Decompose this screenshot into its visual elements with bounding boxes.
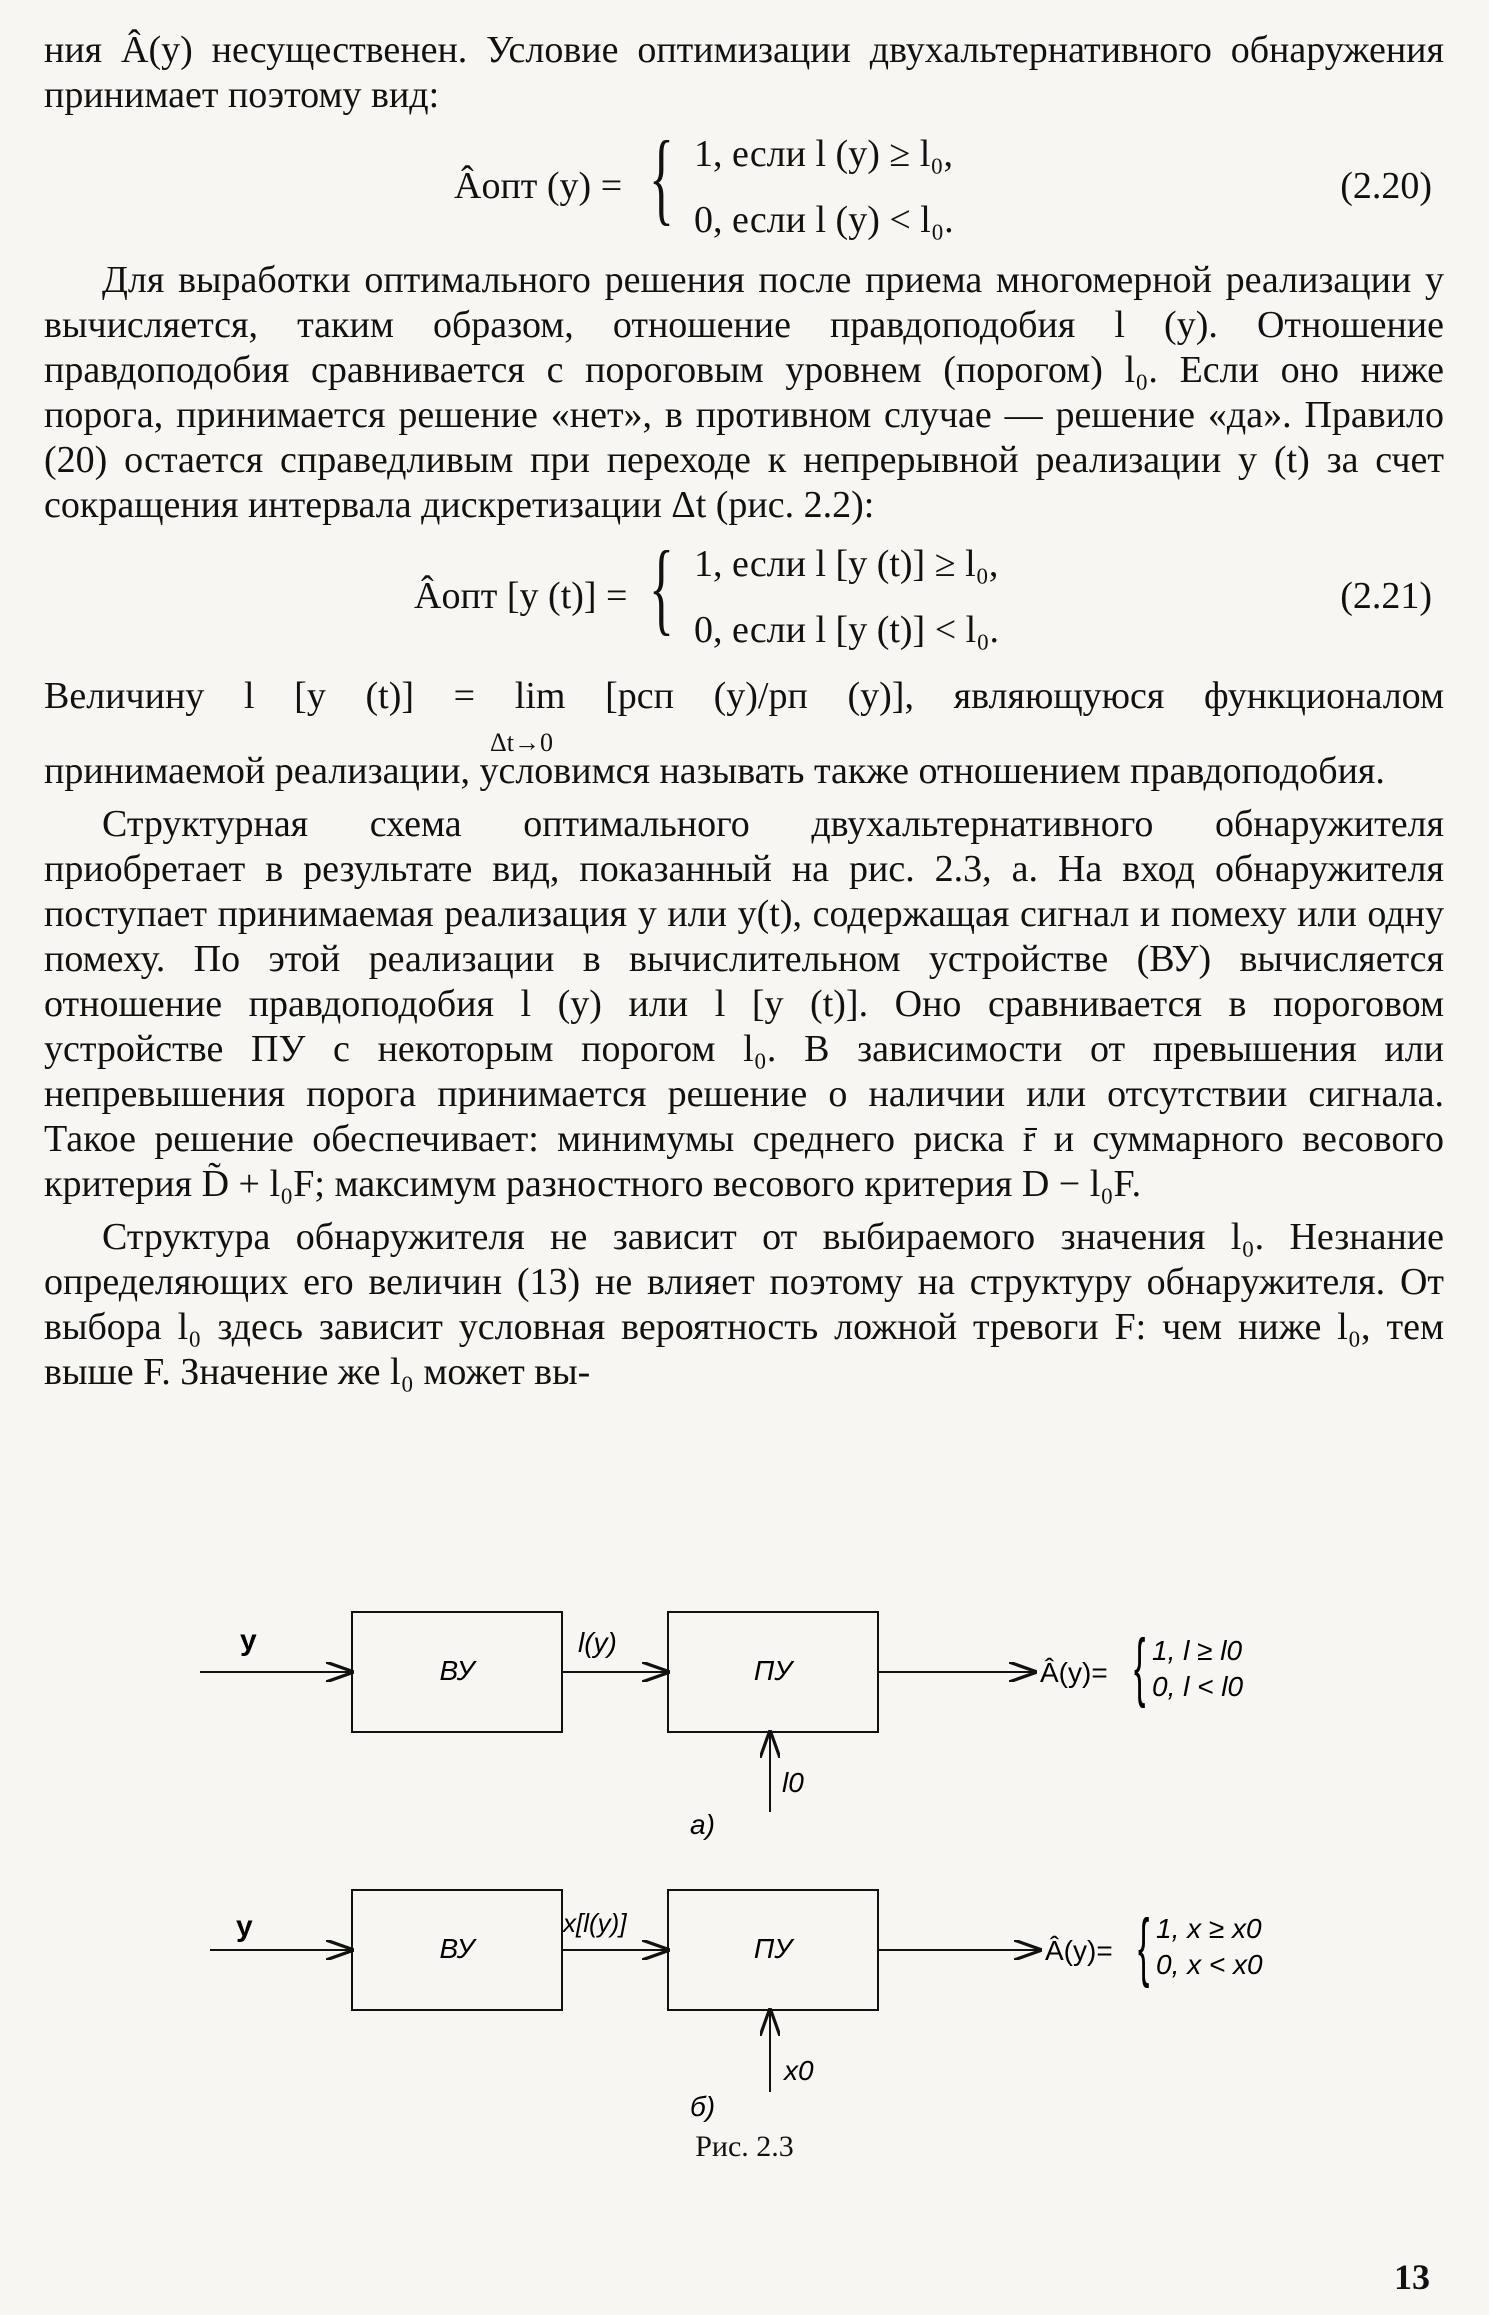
a-subfigure-label: а)	[690, 1809, 715, 1840]
paragraph-1: ния Â(y) несущественен. Условие оптимизации двухальтернативного обнаружения принимает поэтому вид:	[44, 29, 1444, 116]
a-output-case1: 1, l ≥ l0	[1152, 1635, 1243, 1666]
b-subfigure-label: б)	[690, 2091, 716, 2122]
a-block-vu-label: ВУ	[439, 1655, 475, 1686]
a-mid-label: l(y)	[578, 1627, 617, 1658]
paragraph-4: Структурная схема оптимального двухальтернативного обнаружителя приобретает в результате вид, показанный на рис. 2.3, а. На вход обнаружителя поступает принимаемая реализация y или y(t), содержащая сигнал и помеху или одну помеху. По этой реализации в вычислительном устройстве (ВУ) вычисляется отношение правдоподобия l (y) или l [y (t)]. Оно сравнивается в пороговом устройстве ПУ с некоторым порогом l₀. В зависимости от превышения или непревышения порога принимается решение о наличии или отсутствии сигнала. Такое решение обеспечивает: минимумы среднего риска r̄ и суммарного весового критерия D̃ + l₀F; максимум разностного весового критерия D − l₀F.	[44, 803, 1444, 1205]
figure-caption: Рис. 2.3	[695, 2130, 794, 2163]
a-output-head: Â(y)=	[1040, 1657, 1108, 1688]
paragraph-2: Для выработки оптимального решения после приема многомерной реализации y вычисляется, таким образом, отношение правдоподобия l (y). Отношение правдоподобия сравнивается с пороговым уровнем (порогом) l₀. Если оно ниже порога, принимается решение «нет», в противном случае — решение «да». Правило (20) остается справедливым при переходе к непрерывной реализации y (t) за счет сокращения интервала дискретизации Δt (рис. 2.2):	[44, 259, 1444, 526]
diagram-b	[210, 1890, 1263, 2122]
b-output-case1: 1, x ≥ x0	[1156, 1913, 1262, 1944]
eq220-lhs: Âопт (y) =	[454, 165, 623, 207]
eq221-number: (2.21)	[1340, 575, 1432, 617]
paragraph-3-line1: Величину l [y (t)] = lim [pсп (y)/pп (y)], являющуюся функционалом	[44, 675, 1444, 717]
eq221-case2: 0, если l [y (t)] < l₀.	[694, 609, 999, 651]
b-output-brace: {	[1138, 1904, 1150, 1989]
limit-subscript: Δt→0	[490, 728, 553, 757]
eq221-lhs: Âопт [y (t)] =	[414, 575, 628, 617]
body-text	[44, 28, 1444, 1395]
b-threshold-label: x0	[784, 2055, 814, 2086]
a-threshold-label: l0	[782, 1767, 804, 1798]
a-input-label: y	[240, 1624, 257, 1657]
eq221-brace: {	[649, 530, 674, 645]
eq220-case2: 0, если l (y) < l₀.	[694, 199, 954, 241]
limit-line	[44, 668, 1444, 773]
a-output-brace: {	[1134, 1624, 1146, 1709]
eq220-number: (2.20)	[1340, 165, 1432, 207]
b-block-pu-label: ПУ	[753, 1933, 793, 1964]
figure-2-3	[0, 1580, 1489, 2180]
b-output-case2: 0, x < x0	[1156, 1949, 1263, 1980]
paragraph-5: Структура обнаружителя не зависит от выбираемого значения l₀. Незнание определяющих его величин (13) не влияет поэтому на структуру обнаружителя. От выбора l₀ здесь зависит условная вероятность ложной тревоги F: чем ниже l₀, тем выше F. Значение же l₀ может вы-	[44, 1216, 1444, 1393]
eq220-brace: {	[649, 120, 674, 235]
b-input-label: y	[236, 1910, 253, 1943]
equation-2-20	[44, 118, 1444, 258]
equation-2-21	[44, 528, 1444, 668]
eq220-case1: 1, если l (y) ≥ l₀,	[694, 133, 954, 175]
b-block-vu-label: ВУ	[439, 1933, 475, 1964]
b-output-head: Â(y)=	[1045, 1935, 1113, 1966]
diagram-a	[200, 1612, 1243, 1840]
b-mid-label: x[l(y)]	[563, 1908, 627, 1938]
page-number: 13	[1394, 2257, 1430, 2297]
eq221-case1: 1, если l [y (t)] ≥ l₀,	[694, 543, 999, 585]
a-block-pu-label: ПУ	[753, 1655, 793, 1686]
a-output-case2: 0, l < l0	[1152, 1671, 1244, 1702]
paragraph-3-rest: принимаемой реализации, условимся называть также отношением правдоподобия.	[44, 750, 1385, 792]
